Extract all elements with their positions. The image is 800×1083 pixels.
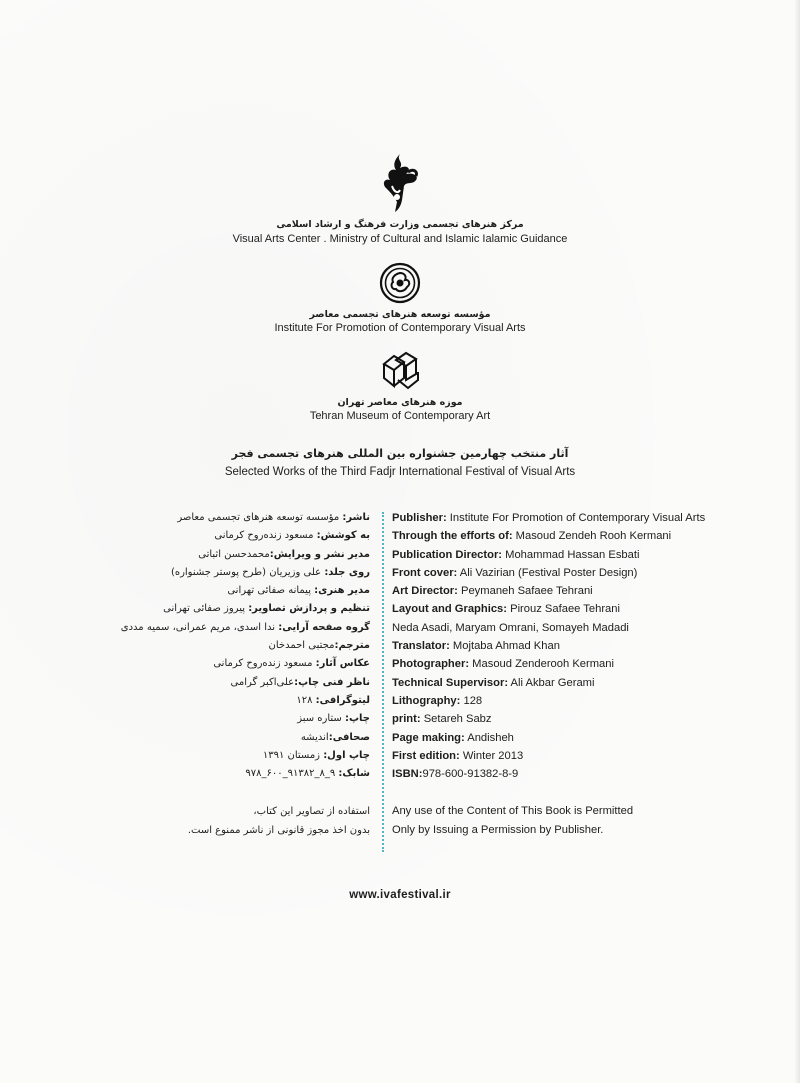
credit-row-en: Publisher: Institute For Promotion of Contemporary Visual Arts: [392, 512, 706, 524]
copyright-notice-en-line1: Any use of the Content of This Book is Permitted: [392, 805, 634, 817]
credit-row-en: Front cover: Ali Vazirian (Festival Poster Design): [392, 566, 638, 579]
credits-en: [392, 509, 722, 783]
credit-row-fa: مدیر هنری: پیمانه صفائی تهرانی: [227, 585, 370, 597]
copyright-notice-fa-line2: بدون اخذ مجوز قانونی از ناشر ممنوع است.: [187, 825, 370, 836]
institute-emblem-icon: [379, 262, 421, 304]
museum-block: [0, 350, 800, 423]
credit-row-fa: عکاس آثار: مسعود زنده‌روح کرمانی: [213, 658, 370, 670]
credit-row-fa: ناشر: مؤسسه توسعه هنرهای تجسمی معاصر: [177, 512, 370, 523]
credit-row-en: print: Setareh Sabz: [392, 713, 492, 726]
credit-row-en: Page making: Andisheh: [392, 731, 514, 744]
book-title-en: Selected Works of the Third Fadjr International Festival of Visual Arts: [224, 466, 576, 478]
credit-row-en: First edition: Winter 2013: [392, 749, 524, 762]
credit-row-en: Layout and Graphics: Pirouz Safaee Tehrani: [392, 603, 620, 616]
visual-arts-center-emblem-icon: [370, 150, 430, 216]
credits-fa: [120, 509, 370, 783]
copyright-notice-en-line2: Only by Issuing a Permission by Publisher.: [392, 824, 604, 836]
credit-row-fa: شابک: ۹_۸_۹۱۳۸۲_۶۰۰_۹۷۸: [245, 768, 370, 780]
credit-row-fa: گروه صفحه آرایی: ندا اسدی، مریم عمرانی، سمیه مددی: [120, 621, 370, 633]
copyright-notice-en: [392, 802, 722, 840]
institute-block: [0, 262, 800, 335]
museum-fa: موزه هنرهای معاصر تهران: [337, 397, 463, 408]
credit-row-fa: به کوشش: مسعود زنده‌روح کرمانی: [214, 530, 370, 542]
copyright-notice-fa-line1: استفاده از تصاویر این کتاب،: [253, 806, 370, 817]
book-title-fa: آثار منتخب چهارمین جشنواره بین المللی هنرهای تجسمی فجر: [231, 447, 569, 460]
credit-row-en: Art Director: Peymaneh Safaee Tehrani: [392, 585, 593, 598]
credit-row-fa: لیتوگرافی: ۱۲۸: [296, 694, 370, 706]
credit-row-en: ISBN:978-600-91382-8-9: [392, 768, 519, 781]
book-title-block: [0, 446, 800, 480]
copyright-notice-fa: [150, 802, 370, 840]
museum-emblem-icon: [378, 350, 422, 392]
credit-row-fa: صحافی:اندیشه: [300, 731, 370, 743]
credit-row-fa: تنظیم و پردازش تصاویر: پیروز صفائی تهرانی: [163, 603, 370, 615]
museum-en: Tehran Museum of Contemporary Art: [309, 410, 491, 422]
institute-fa: مؤسسه توسعه هنرهای تجسمی معاصر: [309, 309, 491, 320]
visual-arts-center-fa: مرکز هنرهای تجسمی وزارت فرهنگ و ارشاد اسلامی: [276, 219, 524, 230]
institute-en: Institute For Promotion of Contemporary Visual Arts: [274, 322, 526, 334]
credit-row-en: Lithography: 128: [392, 694, 483, 707]
visual-arts-center-block: [0, 150, 800, 246]
credit-row-en: Neda Asadi, Maryam Omrani, Somayeh Madadi: [392, 621, 629, 634]
credit-row-en: Photographer: Masoud Zenderooh Kermani: [392, 658, 614, 671]
credit-row-en: Translator: Mojtaba Ahmad Khan: [392, 640, 560, 653]
credit-row-fa: ناظر فنی چاپ:علی‌اکبر گرامی: [230, 676, 370, 688]
credit-row-en: Publication Director: Mohammad Hassan Esbati: [392, 548, 640, 561]
visual-arts-center-en: Visual Arts Center . Ministry of Cultural and Islamic Ialamic Guidance: [232, 233, 568, 245]
credit-row-fa: روی جلد: علی وزیریان (طرح پوستر جشنواره): [170, 566, 370, 578]
credit-row-fa: مترجم:مجتبی احمدخان: [268, 640, 370, 652]
credit-row-en: Technical Supervisor: Ali Akbar Gerami: [392, 676, 595, 689]
credit-row-fa: چاپ: ستاره سبز: [297, 713, 370, 725]
credit-row-fa: چاپ اول: زمستان ۱۳۹۱: [262, 749, 370, 761]
dotted-divider: [382, 512, 384, 852]
credit-row-en: Through the efforts of: Masoud Zendeh Rooh Kermani: [392, 530, 672, 543]
credit-row-fa: مدیر نشر و ویرایش:محمدحسن اثباتی: [198, 548, 370, 560]
website-url: www.ivafestival.ir: [349, 889, 451, 901]
